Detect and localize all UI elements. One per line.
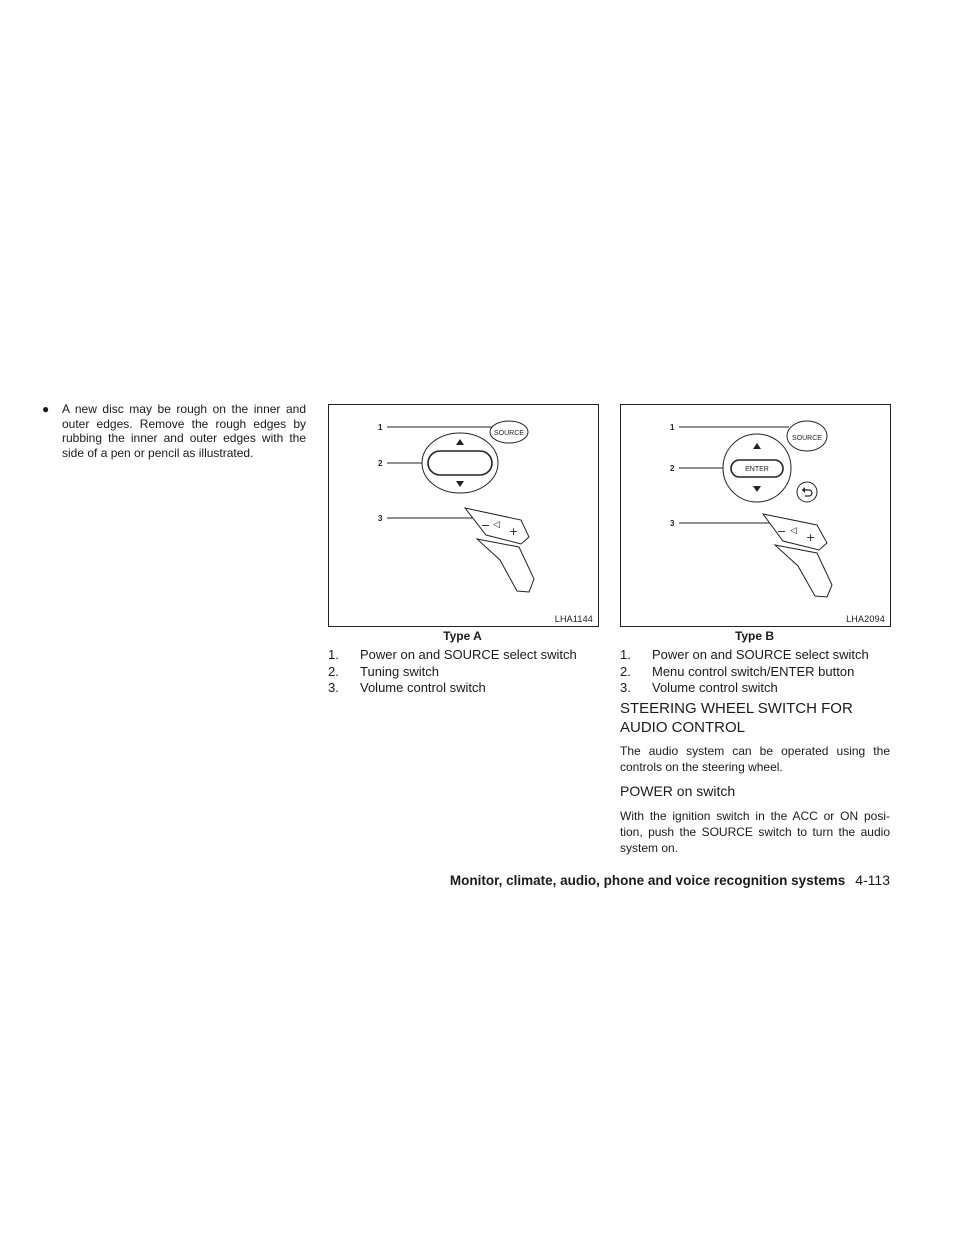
speaker-icon: ◁ [493,520,500,530]
back-button [797,482,817,502]
bullet-text: A new disc may be rough on the inner and outer edges. Remove the rough edges by rubbing the inner and outer edges with the side of a pen or pencil as illustrated. [62,402,306,460]
figure-caption-a: Type A [443,629,482,643]
list-item: 3. Volume control switch [620,680,778,695]
figure-type-a [328,404,599,627]
list-item: 2. Menu control switch/ENTER button [620,663,855,679]
callout-3: 3 [670,519,675,528]
source-label: SOURCE [792,435,822,442]
speaker-icon: ◁ [790,526,797,536]
list-item: 3. Volume control switch [328,680,486,695]
legend-list-a [328,647,608,697]
section-heading: STEERING WHEEL SWITCH FOR AUDIO CONTROL [620,700,853,736]
tuning-switch-inner [428,451,492,475]
footer-title: Monitor, climate, audio, phone and voice recognition systems [449,873,846,888]
figure-caption-b: Type B [734,629,775,643]
figure-code: LHA2094 [846,614,885,624]
steering-switch-b-illustration [621,405,890,626]
bullet-paragraph [42,402,306,460]
plus-icon: + [806,531,816,544]
enter-label: ENTER [745,466,769,473]
subsection-heading: POWER on switch [620,783,736,799]
plus-icon: + [509,525,519,538]
callout-1: 1 [378,423,383,432]
steering-switch-a-illustration [329,405,598,626]
callout-1: 1 [670,423,675,432]
list-item: 2. Tuning switch [328,663,439,679]
power-paragraph: With the ignition switch in the ACC or ON posi- tion, push the SOURCE switch to turn the audio system on. [620,809,890,855]
callout-2: 2 [670,464,675,473]
page-footer [420,872,890,888]
intro-paragraph: The audio system can be operated using the controls on the steering wheel. [620,744,890,774]
source-label: SOURCE [494,430,524,437]
steering-spoke [775,545,832,597]
bullet-icon: ● [42,402,50,416]
callout-2: 2 [378,459,383,468]
list-item: 1. Power on and SOURCE select switch [328,647,577,662]
list-item: 1. Power on and SOURCE select switch [620,647,869,662]
steering-spoke [477,539,534,592]
figure-type-b [620,404,891,627]
minus-icon: − [481,519,491,532]
page-number: 4-113 [855,872,890,888]
figure-code: LHA1144 [554,614,593,624]
callout-3: 3 [378,514,383,523]
legend-list-b [620,647,900,697]
minus-icon: − [777,525,787,538]
